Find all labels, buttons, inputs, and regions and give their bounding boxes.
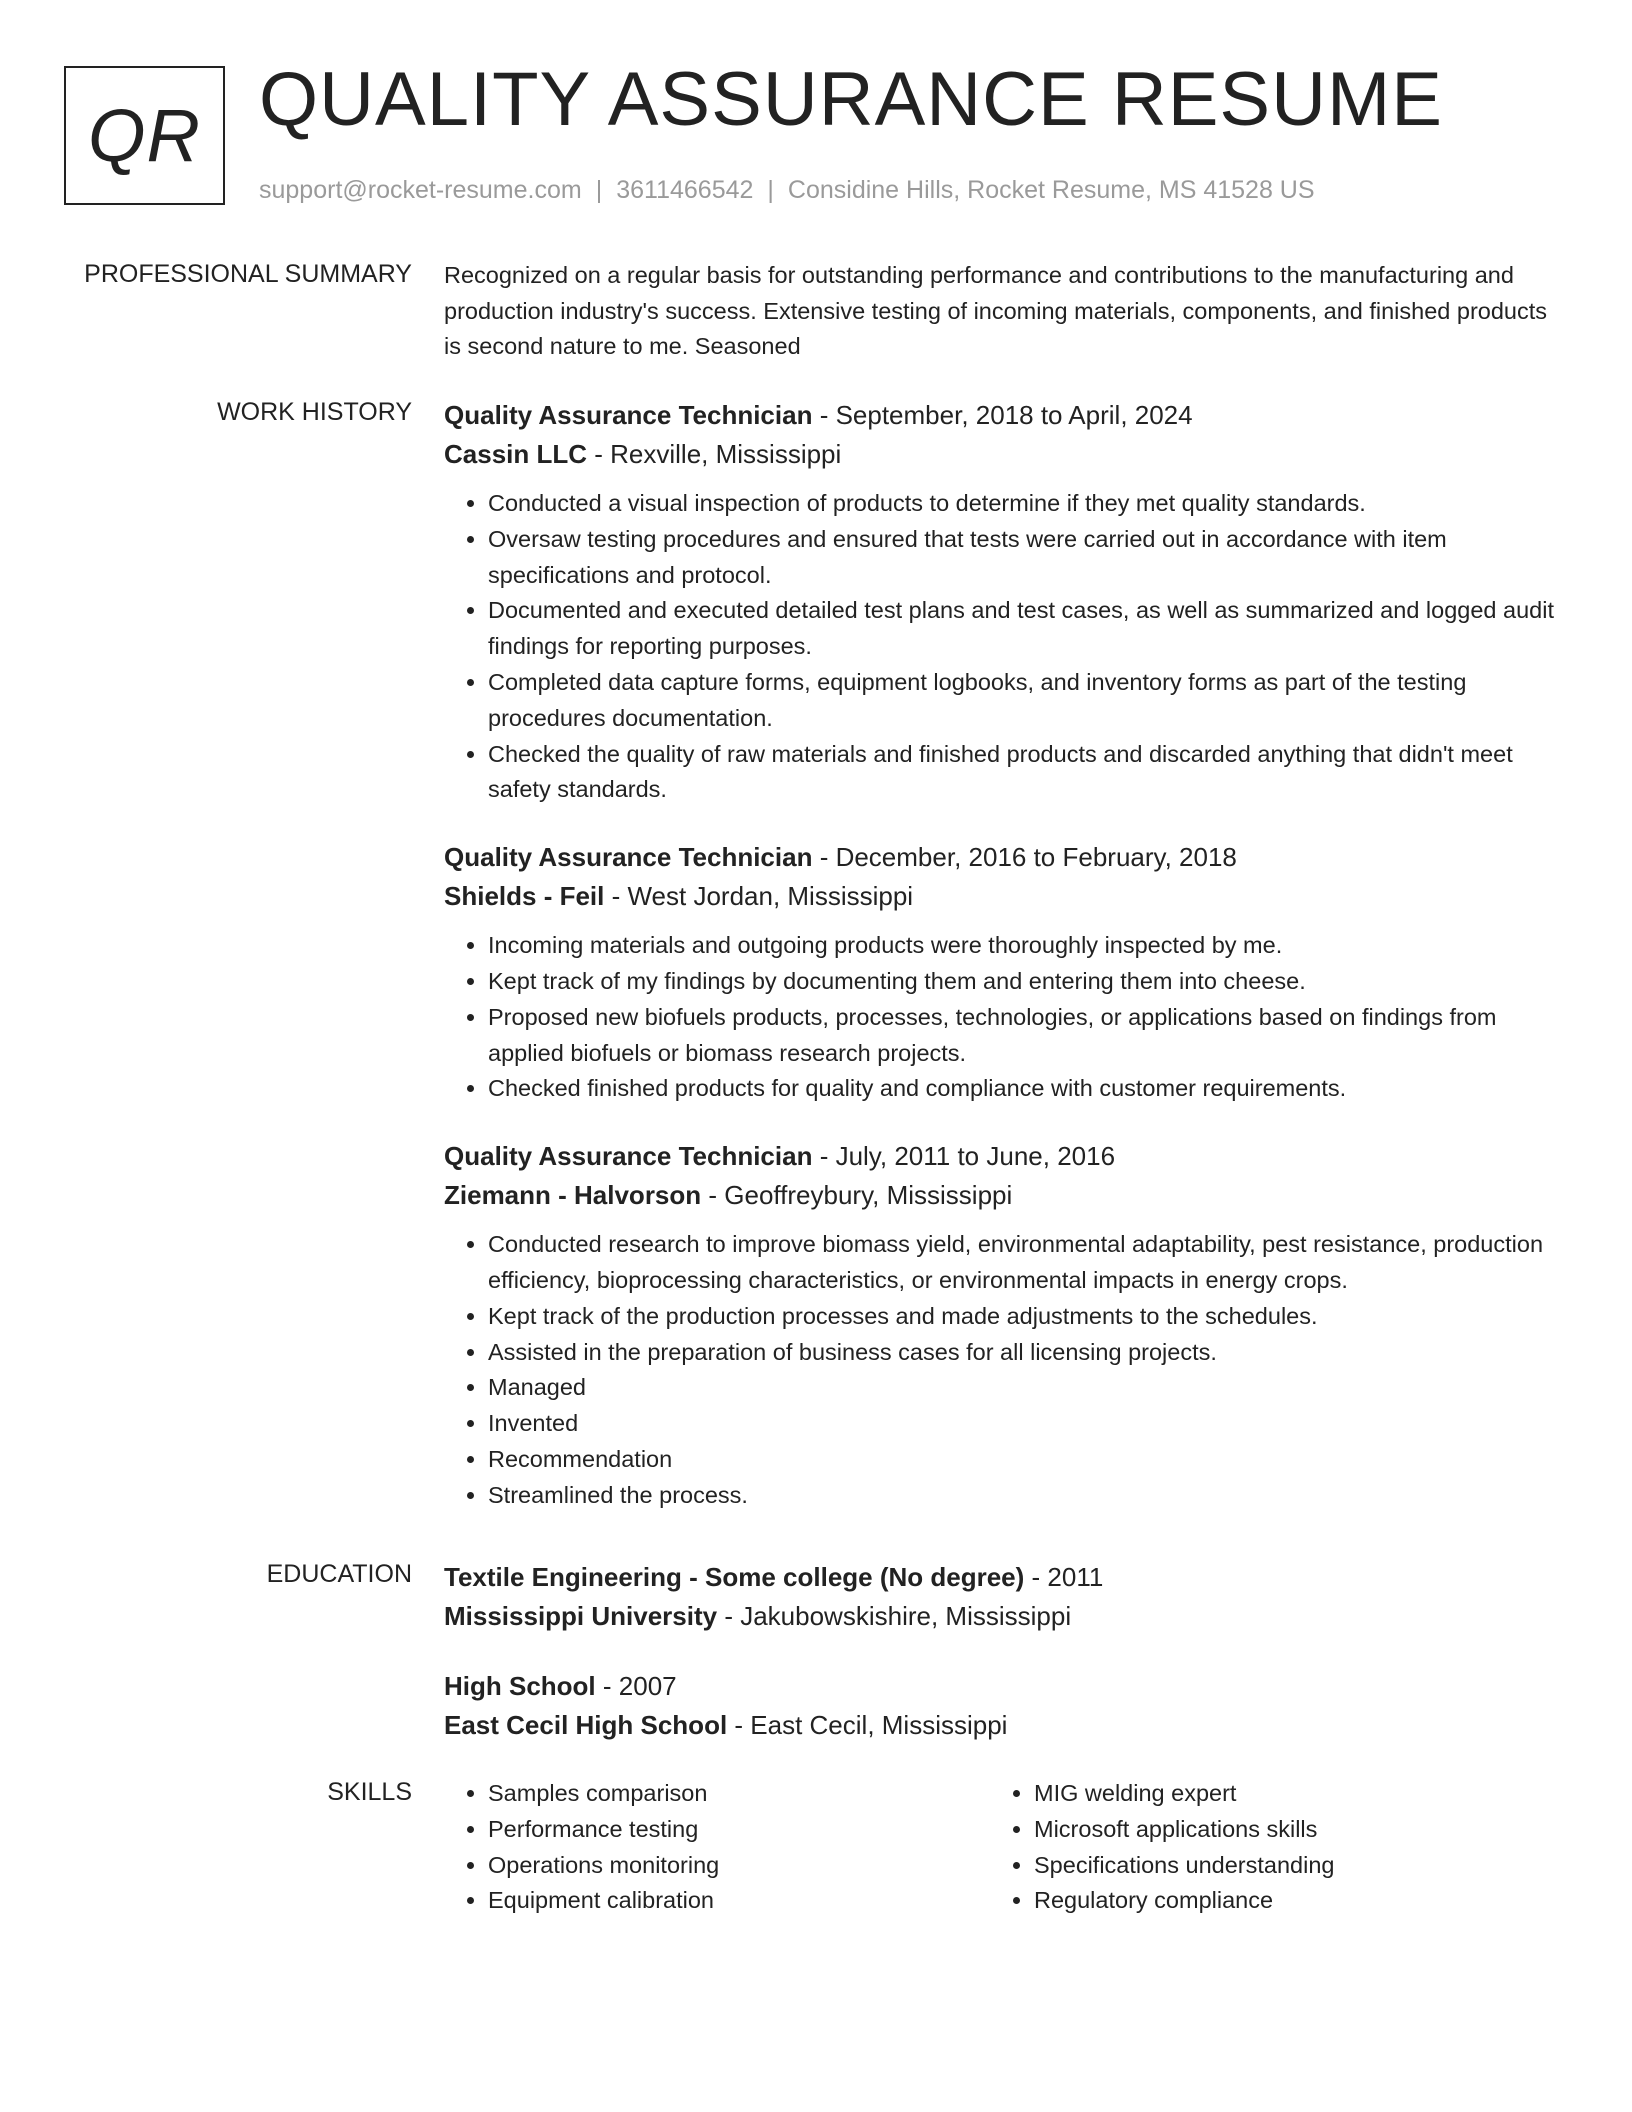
education-school: East Cecil High School <box>444 1710 728 1740</box>
monogram-logo <box>64 66 225 205</box>
job-company: Ziemann - Halvorson <box>444 1180 702 1211</box>
job-bullet: • Documented and executed detailed test plans and test cases, as well as summarized and logged audit findings for reporting purposes. <box>488 593 1556 665</box>
education-entry <box>444 1558 1556 1636</box>
job-bullets <box>444 1227 1556 1513</box>
job-entry <box>444 396 1556 808</box>
education-school-line <box>444 1597 1556 1636</box>
contact-line <box>259 176 1315 205</box>
job-bullet: • Managed <box>488 1370 1556 1406</box>
job-bullet: • Incoming materials and outgoing products were thoroughly inspected by me. <box>488 928 1556 964</box>
skill-item: • Operations monitoring <box>488 1848 990 1884</box>
resume-title: QUALITY ASSURANCE RESUME <box>259 57 1444 142</box>
education-degree-line <box>444 1558 1556 1597</box>
job-company-line <box>444 435 1556 474</box>
job-dates: - December, 2016 to February, 2018 <box>812 842 1237 873</box>
education-school: Mississippi University <box>444 1601 718 1631</box>
job-bullets <box>444 486 1556 808</box>
section-label-education: EDUCATION <box>266 1560 412 1588</box>
education-year: - 2011 <box>1024 1562 1104 1592</box>
education-location: - Jakubowskishire, Mississippi <box>717 1601 1072 1631</box>
summary-text: Recognized on a regular basis for outstanding performance and contributions to the manufacturing and production industry's success. Extensive testing of incoming materials, components, and finished products is second nature to me. Seasoned <box>444 262 1548 359</box>
education-degree-line <box>444 1667 1556 1706</box>
job-bullet: • Conducted a visual inspection of products to determine if they met quality standards. <box>488 486 1556 522</box>
job-title-line <box>444 1137 1556 1176</box>
monogram-text: QR <box>88 93 201 177</box>
job-bullet: • Oversaw testing procedures and ensured that tests were carried out in accordance with item specifications and protocol. <box>488 522 1556 594</box>
section-label-summary: PROFESSIONAL SUMMARY <box>84 260 412 288</box>
section-label-work-history: WORK HISTORY <box>217 398 412 426</box>
job-bullet: • Checked the quality of raw materials and finished products and discarded anything that didn't meet safety standards. <box>488 737 1556 809</box>
contact-address: Considine Hills, Rocket Resume, MS 41528 US <box>787 176 1315 204</box>
job-bullets <box>444 928 1556 1107</box>
job-bullet: • Kept track of my findings by documenting them and entering them into cheese. <box>488 964 1556 1000</box>
job-company: Shields - Feil <box>444 881 605 912</box>
education-school-line <box>444 1706 1556 1745</box>
education-degree: Textile Engineering - Some college (No degree) <box>444 1562 1025 1592</box>
skill-item: • Performance testing <box>488 1812 990 1848</box>
skill-item: • MIG welding expert <box>1034 1776 1536 1812</box>
skill-item: • Microsoft applications skills <box>1034 1812 1536 1848</box>
job-bullet: • Checked finished products for quality and compliance with customer requirements. <box>488 1071 1556 1107</box>
job-title: Quality Assurance Technician <box>444 1141 813 1172</box>
skill-item: • Samples comparison <box>488 1776 990 1812</box>
job-bullet: • Recommendation <box>488 1442 1556 1478</box>
job-bullet: • Assisted in the preparation of business cases for all licensing projects. <box>488 1335 1556 1371</box>
job-title-line <box>444 396 1556 435</box>
job-title: Quality Assurance Technician <box>444 400 813 430</box>
skill-item: • Specifications understanding <box>1034 1848 1536 1884</box>
job-dates: - September, 2018 to April, 2024 <box>812 400 1193 430</box>
contact-email: support@rocket-resume.com <box>259 176 582 204</box>
job-company-line <box>444 1176 1556 1215</box>
section-label-skills: SKILLS <box>327 1778 412 1806</box>
skills-list-right <box>990 1776 1536 1919</box>
education-location: - East Cecil, Mississippi <box>727 1710 1008 1740</box>
education-entry <box>444 1667 1556 1745</box>
job-company: Cassin LLC <box>444 439 588 469</box>
job-location: - Geoffreybury, Mississippi <box>701 1180 1013 1211</box>
job-entry <box>444 838 1556 1107</box>
job-dates: - July, 2011 to June, 2016 <box>812 1141 1116 1172</box>
contact-phone: 3611466542 <box>616 176 754 204</box>
contact-separator: | <box>595 176 603 204</box>
job-location: - Rexville, Mississippi <box>587 439 842 469</box>
education-degree: High School <box>444 1671 596 1701</box>
skill-item: • Equipment calibration <box>488 1883 990 1919</box>
skills-list-left <box>444 1776 990 1919</box>
job-bullet: • Invented <box>488 1406 1556 1442</box>
job-title: Quality Assurance Technician <box>444 842 813 873</box>
education-year: - 2007 <box>595 1671 677 1701</box>
contact-separator: | <box>767 176 774 204</box>
skill-item: • Regulatory compliance <box>1034 1883 1536 1919</box>
job-bullet: • Proposed new biofuels products, processes, technologies, or applications based on findings from applied biofuels or biomass research projects. <box>488 1000 1556 1072</box>
job-location: - West Jordan, Mississippi <box>604 881 914 912</box>
job-entry <box>444 1137 1556 1513</box>
job-company-line <box>444 877 1556 916</box>
job-bullet: • Streamlined the process. <box>488 1478 1556 1514</box>
job-bullet: • Conducted research to improve biomass yield, environmental adaptability, pest resistance, production efficiency, bioprocessing characteristics, or environmental impacts in energy crops. <box>488 1227 1556 1299</box>
job-bullet: • Completed data capture forms, equipment logbooks, and inventory forms as part of the testing procedures documentation. <box>488 665 1556 737</box>
job-bullet: • Kept track of the production processes and made adjustments to the schedules. <box>488 1299 1556 1335</box>
skills-columns <box>444 1776 1556 1919</box>
job-title-line <box>444 838 1556 877</box>
